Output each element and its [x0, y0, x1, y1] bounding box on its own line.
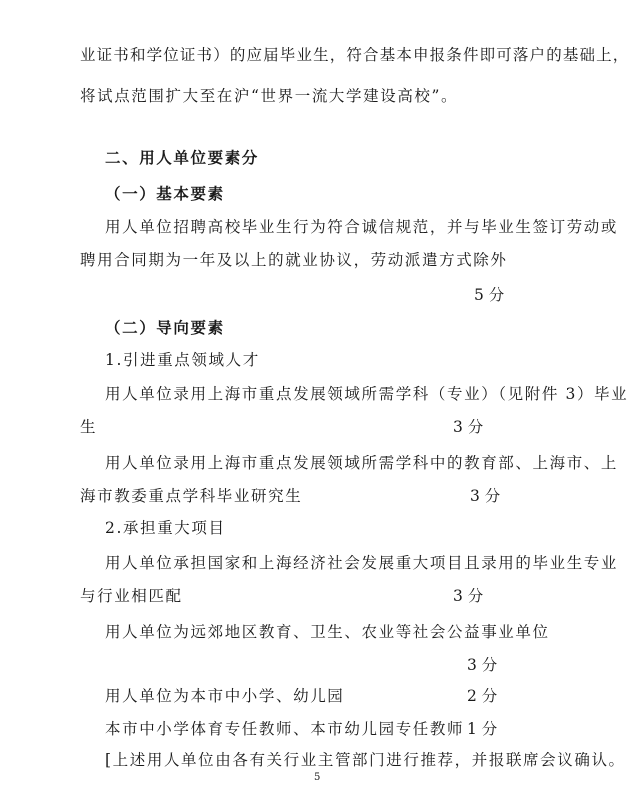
item1-b-score: 3 分 — [470, 487, 501, 505]
item2-b-score: 3 分 — [467, 656, 498, 674]
item2-c-score: 2 分 — [467, 687, 498, 705]
basic-line-2: 聘用合同期为一年及以上的就业协议，劳动派遣方式除外 — [80, 251, 508, 269]
item1-a-line-2: 生 — [80, 418, 98, 436]
intro-line-1: 业证书和学位证书）的应届毕业生，符合基本申报条件即可落户的基础上， — [80, 46, 630, 64]
item2-c-line-1: 用人单位为本市中小学、幼儿园 — [105, 687, 345, 705]
item1-a-score: 3 分 — [453, 418, 484, 436]
item2-d-score: 1 分 — [467, 720, 498, 738]
item1-b-line-2: 海市教委重点学科毕业研究生 — [80, 487, 303, 505]
item1-b-line-1: 用人单位录用上海市重点发展领域所需学科中的教育部、上海市、上 — [105, 454, 619, 472]
item2-a-score: 3 分 — [453, 587, 484, 605]
section-heading: 二、用人单位要素分 — [105, 148, 259, 167]
item2-b-line-1: 用人单位为远郊地区教育、卫生、农业等社会公益事业单位 — [105, 623, 550, 641]
item2-heading: 2.承担重大项目 — [105, 519, 226, 537]
item2-a-line-2: 与行业相匹配 — [80, 587, 183, 605]
basic-elements-heading: （一）基本要素 — [105, 184, 225, 203]
basic-score: 5 分 — [474, 286, 505, 304]
item1-heading: 1.引进重点领域人才 — [105, 351, 260, 369]
recommendation-note: [上述用人单位由各有关行业主管部门进行推荐，并报联席会议确认。 — [105, 751, 626, 769]
intro-line-2: 将试点范围扩大至在沪“世界一流大学建设高校”。 — [80, 87, 459, 105]
page-number: 5 — [314, 772, 321, 783]
guide-elements-heading: （二）导向要素 — [105, 318, 225, 337]
item2-a-line-1: 用人单位承担国家和上海经济社会发展重大项目且录用的毕业生专业 — [105, 554, 619, 572]
basic-line-1: 用人单位招聘高校毕业生行为符合诚信规范，并与毕业生签订劳动或 — [105, 218, 619, 236]
item2-d-line-1: 本市中小学体育专任教师、本市幼儿园专任教师 — [105, 720, 465, 738]
item1-a-line-1: 用人单位录用上海市重点发展领域所需学科（专业）（见附件 3）毕业 — [105, 385, 629, 403]
